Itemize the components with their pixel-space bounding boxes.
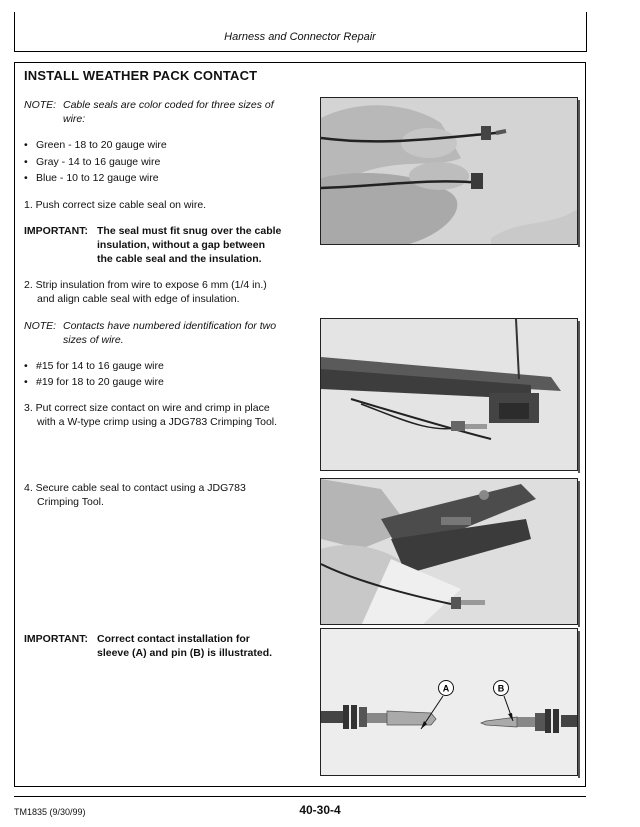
important1-line1: The seal must fit snug over the cable xyxy=(97,225,282,237)
bullet-gray: Gray - 14 to 16 gauge wire xyxy=(36,156,161,168)
note2-line1: Contacts have numbered identification for two xyxy=(63,320,277,332)
bullet-dot: • xyxy=(24,360,28,372)
running-header: Harness and Connector Repair xyxy=(224,31,376,43)
note1-line2: wire: xyxy=(63,113,86,125)
header-rule-right xyxy=(586,12,587,52)
bullet-dot: • xyxy=(24,376,28,388)
important2-line1: Correct contact installation for xyxy=(97,633,250,645)
header-rule-bottom xyxy=(14,51,587,52)
note1-prefix: NOTE: xyxy=(24,99,57,111)
step4-line2: Crimping Tool. xyxy=(37,496,104,508)
label-a: A xyxy=(442,683,450,694)
figure-sleeve-pin-photo xyxy=(320,628,578,776)
bullet-green: Green - 18 to 20 gauge wire xyxy=(36,139,167,151)
figure-crimping-pliers-photo xyxy=(320,478,578,625)
page-number: 40-30-4 xyxy=(299,803,341,817)
footer-rule xyxy=(14,796,586,797)
crimp-tool-illustration xyxy=(321,319,578,471)
hands-wire-illustration xyxy=(321,98,578,245)
important2-prefix: IMPORTANT: xyxy=(24,633,88,645)
note2-prefix: NOTE: xyxy=(24,320,57,332)
section-title: INSTALL WEATHER PACK CONTACT xyxy=(24,68,258,83)
sleeve-pin-illustration xyxy=(321,629,578,776)
bullet-dot: • xyxy=(24,172,28,184)
document-id: TM1835 (9/30/99) xyxy=(14,807,86,817)
figure-crimp-tool-photo xyxy=(320,318,578,471)
step3-line1: 3. Put correct size contact on wire and crimp in place xyxy=(24,402,270,414)
step2-line2: and align cable seal with edge of insulation. xyxy=(37,293,240,305)
step4-line1: 4. Secure cable seal to contact using a JDG783 xyxy=(24,482,246,494)
note1-line1: Cable seals are color coded for three sizes of xyxy=(63,99,274,111)
step1: 1. Push correct size cable seal on wire. xyxy=(24,199,207,211)
note2-line2: sizes of wire. xyxy=(63,334,124,346)
important1-line3: the cable seal and the insulation. xyxy=(97,253,262,265)
important2-line2: sleeve (A) and pin (B) is illustrated. xyxy=(97,647,273,659)
bullet-dot: • xyxy=(24,139,28,151)
bullet-blue: Blue - 10 to 12 gauge wire xyxy=(36,172,159,184)
figure-shadow xyxy=(578,481,580,627)
bullet-15: #15 for 14 to 16 gauge wire xyxy=(36,360,164,372)
figure-push-seal-photo xyxy=(320,97,578,245)
important1-prefix: IMPORTANT: xyxy=(24,225,88,237)
figure-shadow xyxy=(578,631,580,778)
important1-line2: insulation, without a gap between xyxy=(97,239,266,251)
step2-line1: 2. Strip insulation from wire to expose 6 mm (1/4 in.) xyxy=(24,279,267,291)
bullet-19: #19 for 18 to 20 gauge wire xyxy=(36,376,164,388)
figure-shadow xyxy=(578,100,580,247)
bullet-dot: • xyxy=(24,156,28,168)
pliers-illustration xyxy=(321,479,578,625)
step3-line2: with a W-type crimp using a JDG783 Crimping Tool. xyxy=(37,416,278,428)
figure-shadow xyxy=(578,321,580,473)
label-b: B xyxy=(497,683,505,694)
